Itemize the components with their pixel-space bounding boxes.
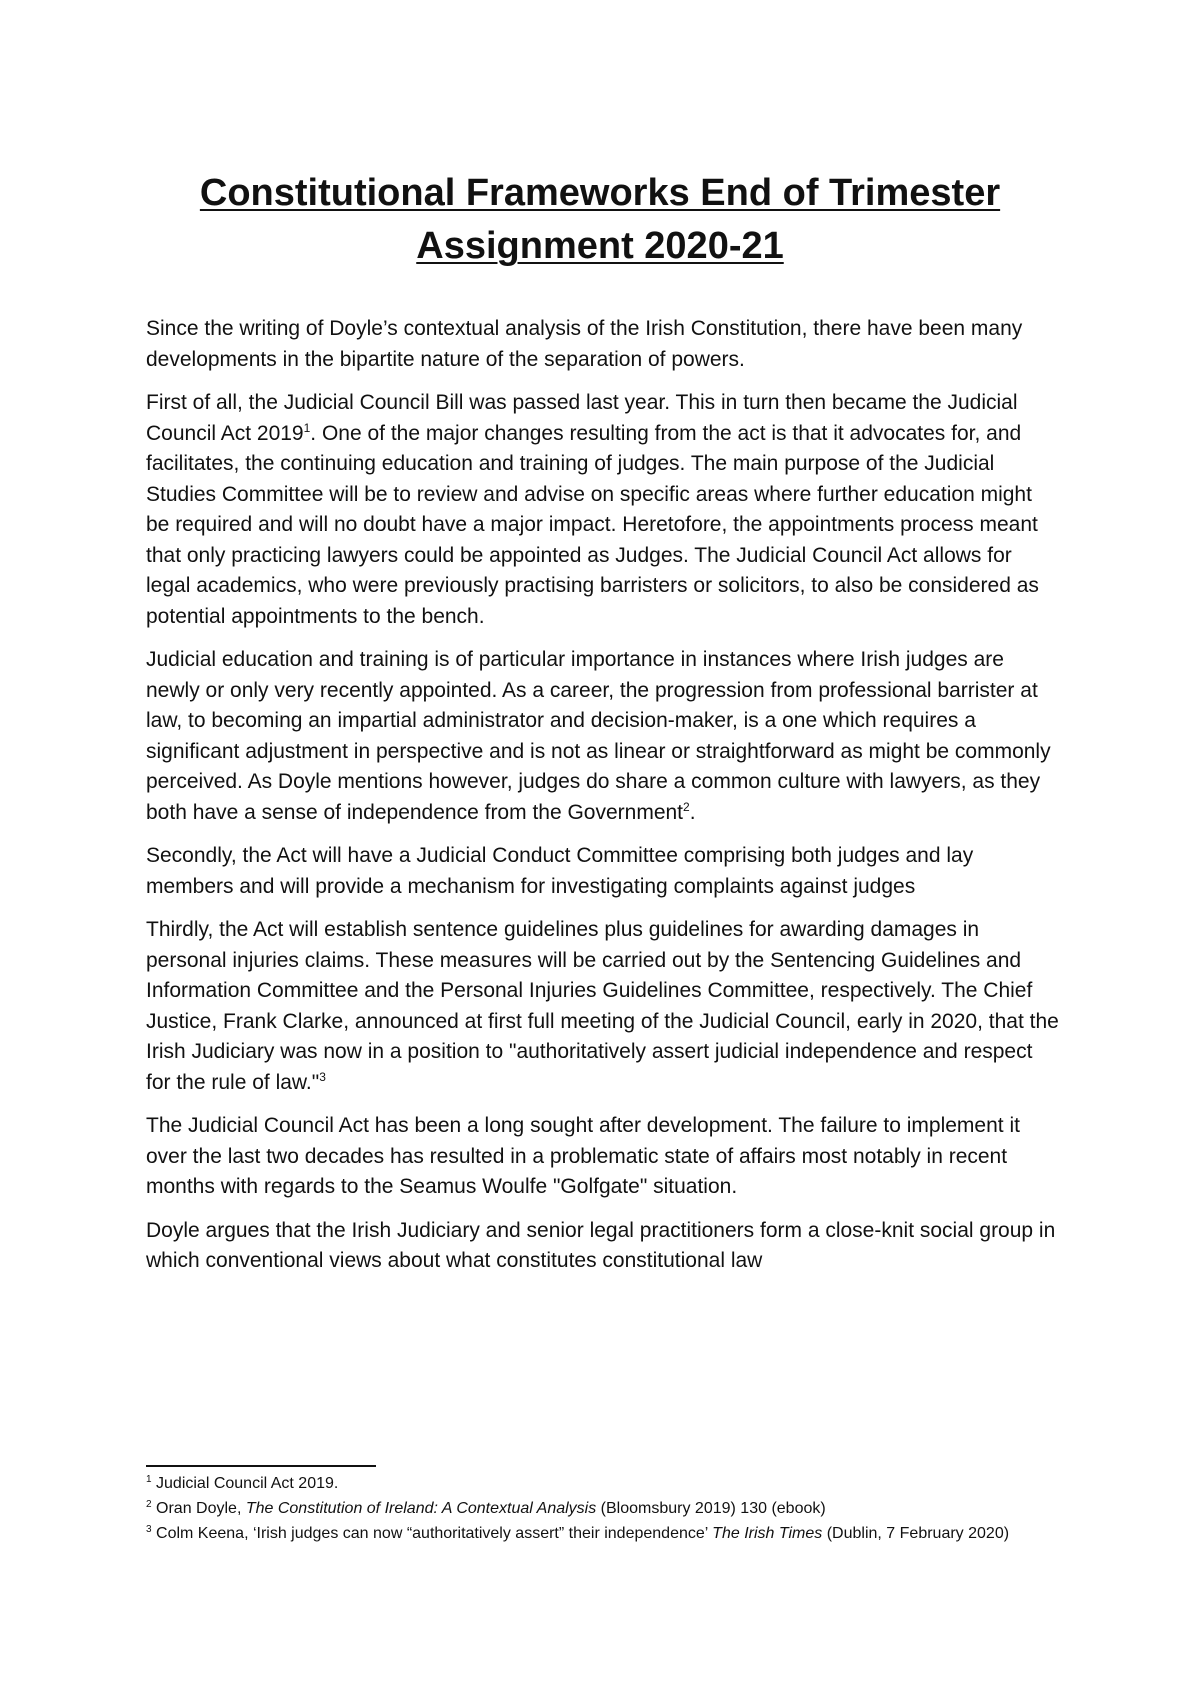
paragraph-text: The Judicial Council Act has been a long sought after development. The failure to implement it over the last two decades has resulted in a problematic state of affairs most notably in recent months with regards to the Seamus Woulfe "Golfgate" situation. (146, 1114, 1020, 1198)
footnote-number: 3 (146, 1524, 152, 1535)
paragraph-text: . One of the major changes resulting from the act is that it advocates for, and facilitates, the continuing education and training of judges. The main purpose of the Judicial Studies Committee will be to review and advise on specific areas where further education might be required and will no doubt have a major impact. Heretofore, the appointments process meant that only practicing lawyers could be appointed as Judges. The Judicial Council Act allows for legal academics, who were previously practising barristers or solicitors, to also be considered as potential appointments to the bench. (146, 421, 1039, 628)
paragraph-text: First of all, the Judicial Council Bill was passed last year. This in turn then became the Judicial Council Act 2019 (146, 391, 1018, 445)
footnote-2 (146, 1496, 1061, 1521)
footnote-text: Colm Keena, ‘Irish judges can now “authoritatively assert” their independence’ (156, 1525, 713, 1542)
paragraph-text: Secondly, the Act will have a Judicial Conduct Committee comprising both judges and lay members and will provide a mechanism for investigating complaints against judges (146, 844, 974, 898)
paragraph-text: Thirdly, the Act will establish sentence guidelines plus guidelines for awarding damages in personal injuries claims. These measures will be carried out by the Sentencing Guidelines and Information Committee and the Personal Injuries Guidelines Committee, respectively. The Chief Justice, Frank Clarke, announced at first full meeting of the Judicial Council, early in 2020, that the Irish Judiciary was now in a position to "authoritatively assert judicial independence and respect for the rule of law." (146, 918, 1059, 1094)
paragraph (146, 841, 1061, 902)
footnote-3 (146, 1521, 1061, 1546)
footnote-ref-2[interactable]: 2 (683, 799, 690, 814)
footnote-italic-title: The Constitution of Ireland: A Contextual Analysis (245, 1500, 597, 1517)
footnote-text: Judicial Council Act 2019. (156, 1475, 339, 1492)
paragraph (146, 1216, 1061, 1277)
document-body (146, 314, 1061, 1290)
footnote-number: 1 (146, 1474, 152, 1485)
paragraph (146, 915, 1061, 1098)
footnote-italic-title: The Irish Times (712, 1525, 823, 1542)
footnote-text: (Dublin, 7 February 2020) (822, 1525, 1010, 1542)
document-title: Constitutional Frameworks End of Trimester Assignment 2020-21 (199, 172, 1001, 268)
footnote-text: (Bloomsbury 2019) 130 (ebook) (596, 1500, 826, 1517)
footnote-1 (146, 1471, 1061, 1496)
paragraph-text: Judicial education and training is of particular importance in instances where Irish judges are newly or only very recently appointed. As a career, the progression from professional barrister at law, to becoming an impartial administrator and decision-maker, is a one which requires a significant adjustment in perspective and is not as linear or straightforward as might be commonly perceived. As Doyle mentions however, judges do share a common culture with lawyers, as they both have a sense of independence from the Government (146, 648, 1051, 824)
footnote-text: Oran Doyle, (156, 1500, 246, 1517)
footnote-number: 2 (146, 1499, 152, 1510)
paragraph (146, 1111, 1061, 1203)
paragraph-text: Since the writing of Doyle’s contextual analysis of the Irish Constitution, there have been many developments in the bipartite nature of the separation of powers. (146, 317, 1023, 371)
paragraph-text: . (689, 800, 696, 824)
footnote-ref-3[interactable]: 3 (319, 1069, 326, 1084)
paragraph (146, 645, 1061, 828)
paragraph-text: Doyle argues that the Irish Judiciary and senior legal practitioners form a close-knit social group in which conventional views about what constitutes constitutional law (146, 1218, 1056, 1272)
footnote-separator (146, 1465, 376, 1467)
footnotes (146, 1471, 1061, 1546)
footnote-ref-1[interactable]: 1 (303, 420, 311, 435)
paragraph (146, 314, 1061, 375)
paragraph (146, 388, 1061, 632)
